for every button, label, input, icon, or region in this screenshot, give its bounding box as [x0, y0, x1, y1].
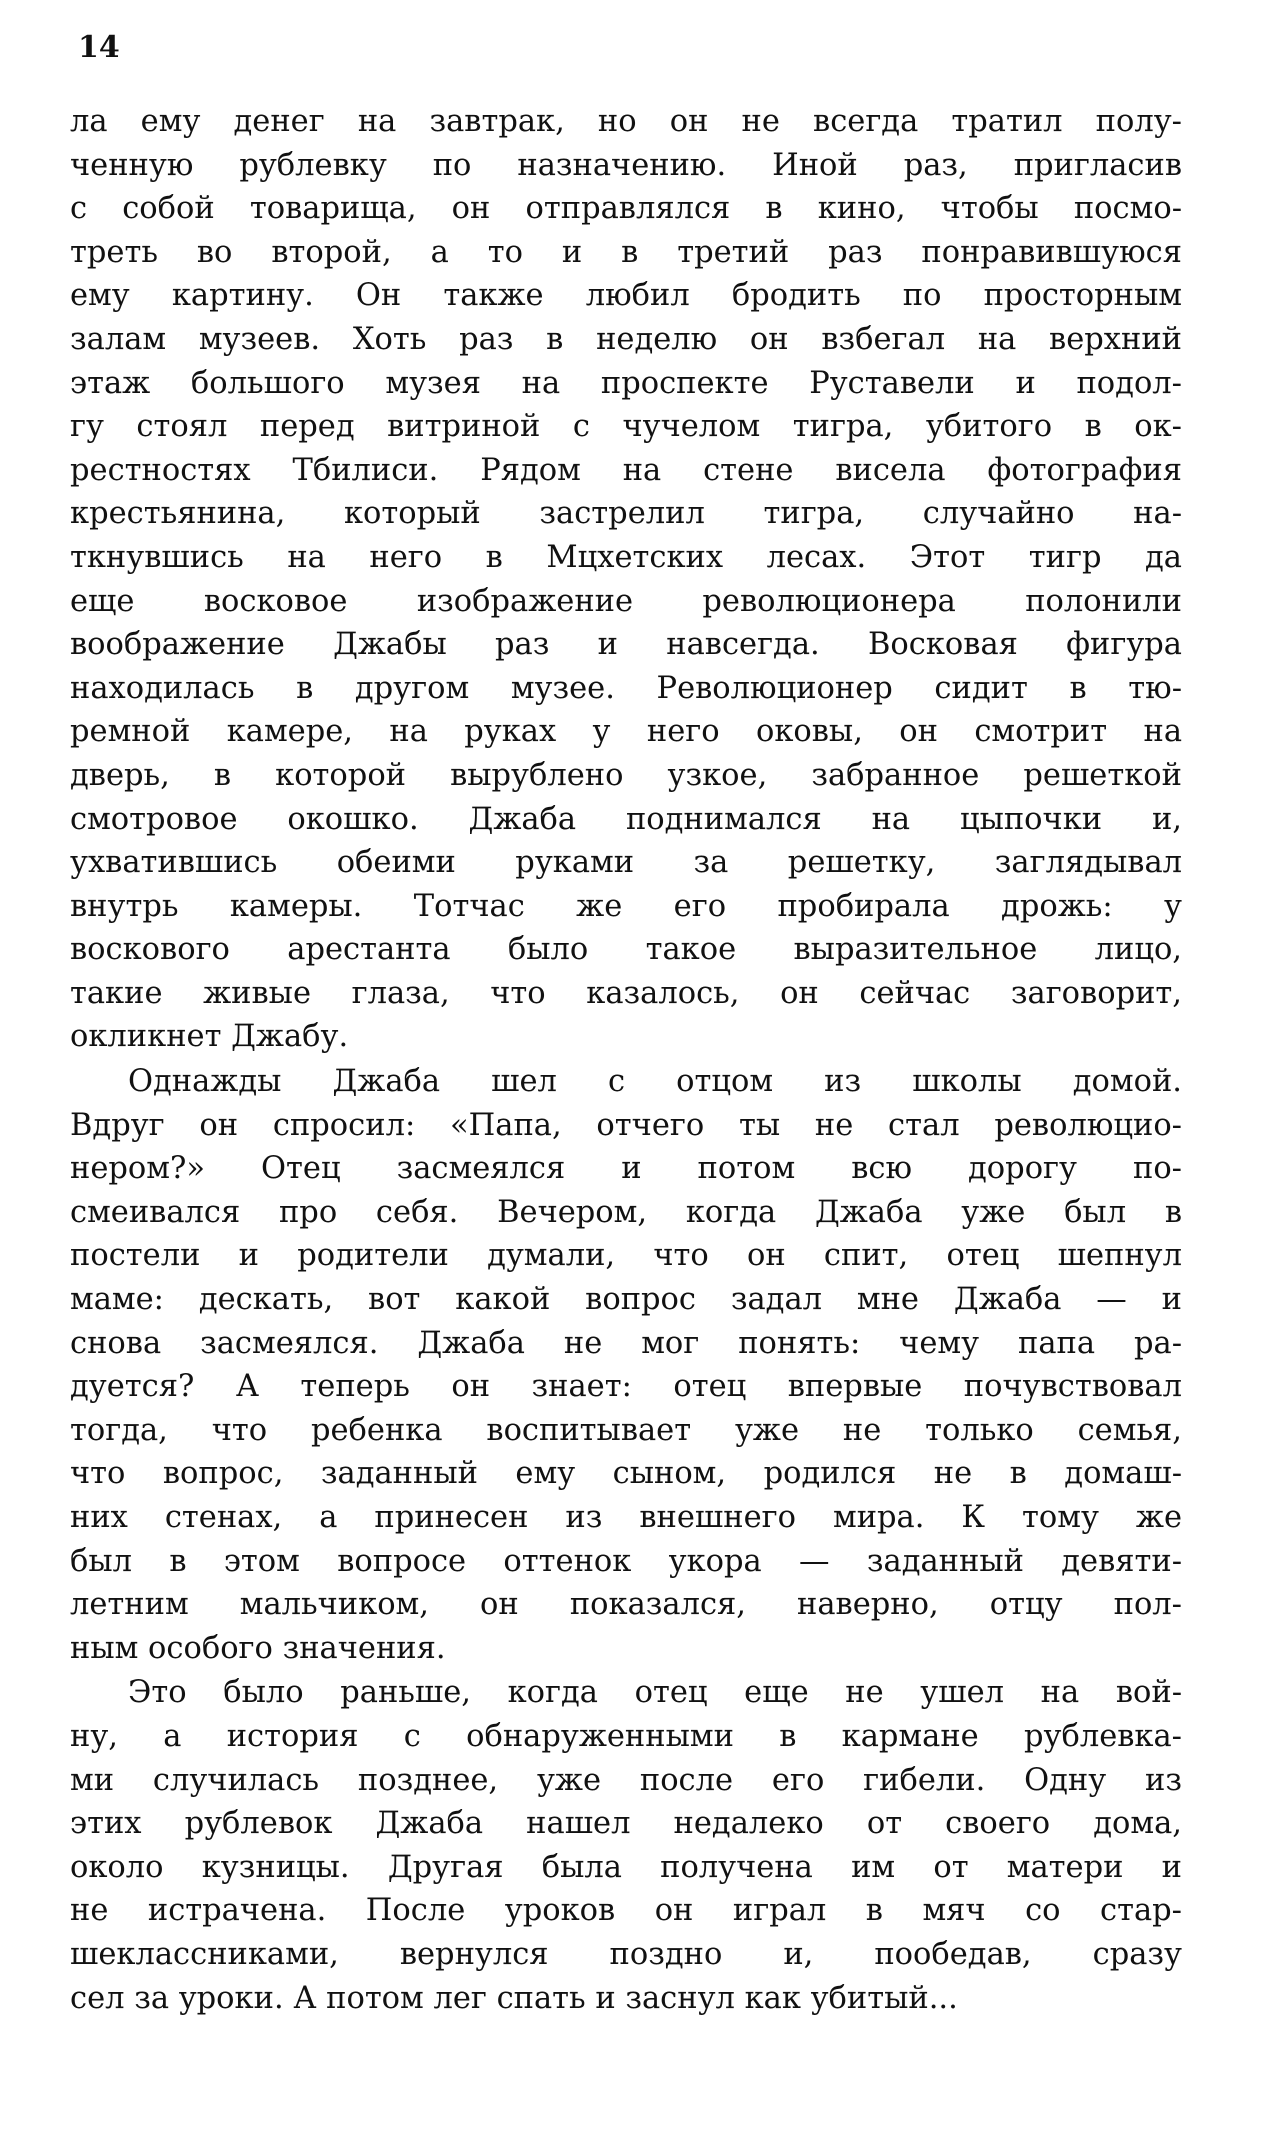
body-text: [70, 100, 1182, 2021]
text-line: сел за уроки. А потом лег спать и заснул как убитый...: [70, 1980, 958, 2016]
text-line: окликнет Джабу.: [70, 1019, 349, 1055]
text-line: летним мальчиком, он показался, наверно, отцу пол-: [70, 1587, 1182, 1623]
text-line: воскового арестанта было такое выразительное лицо,: [70, 932, 1182, 968]
text-line: ла ему денег на завтрак, но он не всегда тратил полу-: [70, 104, 1182, 139]
text-line: гу стоял перед витриной с чучелом тигра, убитого в ок-: [70, 409, 1182, 445]
text-line: ухватившись обеими руками за решетку, заглядывал: [70, 845, 1182, 881]
text-line: снова засмеялся. Джаба не мог понять: чему папа ра-: [70, 1325, 1182, 1361]
text-line: Вдруг он спросил: «Папа, отчего ты не стал революцио-: [70, 1107, 1182, 1143]
text-line: постели и родители думали, что он спит, отец шепнул: [70, 1238, 1182, 1274]
text-line: смотровое окошко. Джаба поднимался на цыпочки и,: [70, 801, 1182, 837]
text-line: такие живые глаза, что казалось, он сейчас заговорит,: [70, 975, 1182, 1011]
paragraph: [70, 1060, 1182, 1670]
paragraph: [70, 100, 1182, 1059]
text-line: внутрь камеры. Тотчас же его пробирала дрожь: у: [70, 888, 1182, 924]
text-line: ремной камере, на руках у него оковы, он смотрит на: [70, 714, 1182, 750]
text-line: рестностях Тбилиси. Рядом на стене висела фотография: [70, 452, 1182, 488]
text-line: залам музеев. Хоть раз в неделю он взбегал на верхний: [70, 321, 1182, 357]
text-line: треть во второй, а то и в третий раз понравившуюся: [70, 234, 1182, 270]
text-line: этаж большого музея на проспекте Руставели и подол-: [70, 365, 1182, 401]
text-line: что вопрос, заданный ему сыном, родился не в домаш-: [70, 1456, 1182, 1492]
text-line: ему картину. Он также любил бродить по просторным: [70, 278, 1182, 314]
text-line: смеивался про себя. Вечером, когда Джаба уже был в: [70, 1194, 1182, 1230]
text-line: Однажды Джаба шел с отцом из школы домой.: [128, 1064, 1182, 1100]
page-number: 14: [78, 30, 120, 65]
text-line: Это было раньше, когда отец еще не ушел на вой-: [128, 1675, 1182, 1711]
text-line: ткнувшись на него в Мцхетских лесах. Этот тигр да: [70, 539, 1182, 575]
text-line: с собой товарища, он отправлялся в кино, чтобы посмо-: [70, 191, 1182, 227]
text-line: еще восковое изображение революционера полонили: [70, 583, 1182, 619]
text-line: был в этом вопросе оттенок укора — заданный девяти-: [70, 1543, 1182, 1579]
text-line: ченную рублевку по назначению. Иной раз, пригласив: [70, 147, 1182, 183]
text-line: нером?» Отец засмеялся и потом всю дорогу по-: [70, 1151, 1182, 1187]
text-line: дверь, в которой вырублено узкое, забранное решеткой: [70, 757, 1182, 793]
text-line: дуется? А теперь он знает: отец впервые почувствовал: [70, 1369, 1182, 1405]
text-line: воображение Джабы раз и навсегда. Восковая фигура: [70, 627, 1182, 663]
text-line: ми случилась позднее, уже после его гибели. Одну из: [70, 1762, 1182, 1798]
text-line: маме: дескать, вот какой вопрос задал мне Джаба — и: [70, 1282, 1182, 1318]
text-line: ным особого значения.: [70, 1630, 446, 1666]
text-line: крестьянина, который застрелил тигра, случайно на-: [70, 496, 1182, 532]
text-line: ну, а история с обнаруженными в кармане рублевка-: [70, 1718, 1182, 1754]
text-line: не истрачена. После уроков он играл в мяч со стар-: [70, 1893, 1182, 1929]
text-line: около кузницы. Другая была получена им от матери и: [70, 1849, 1182, 1885]
text-line: тогда, что ребенка воспитывает уже не только семья,: [70, 1412, 1182, 1448]
text-line: них стенах, а принесен из внешнего мира. К тому же: [70, 1500, 1182, 1535]
text-line: находилась в другом музее. Революционер сидит в тю-: [70, 670, 1182, 706]
paragraph: [70, 1671, 1182, 2020]
text-line: этих рублевок Джаба нашел недалеко от своего дома,: [70, 1806, 1182, 1842]
text-line: шеклассниками, вернулся поздно и, пообедав, сразу: [70, 1936, 1182, 1972]
